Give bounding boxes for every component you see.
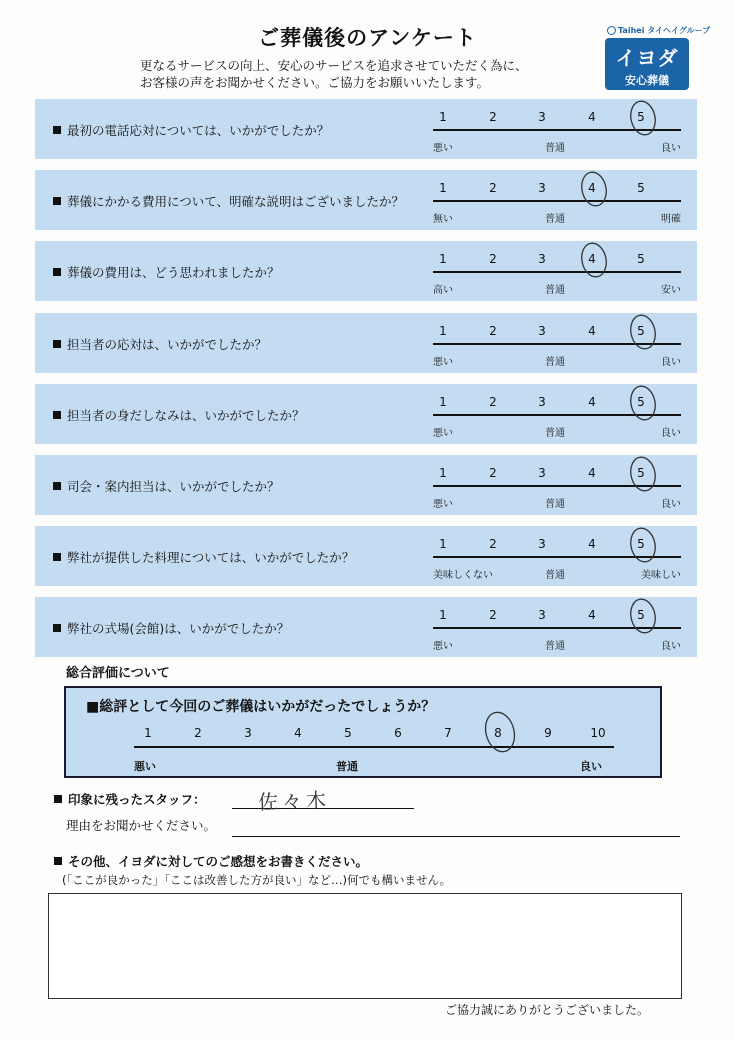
thanks-message: ご協力誠にありがとうございました。 (445, 1003, 650, 1017)
scale-option-1[interactable]: 1 (439, 395, 447, 409)
scale-label-mid: 普通 (545, 499, 565, 510)
scale-option-4[interactable]: 4 (588, 537, 596, 551)
question-row (35, 455, 697, 515)
scale-option-1[interactable]: 1 (439, 252, 447, 266)
scale-label-mid: 普通 (545, 570, 565, 581)
question-row (35, 526, 697, 586)
overall-label-right: 良い (580, 760, 602, 773)
scale-label-left: 悪い (433, 357, 453, 368)
intro-line-2: お客様の声をお聞かせください。ご協力をお願いいたします。 (140, 75, 490, 90)
staff-label-text: 印象に残ったスタッフ： (68, 792, 206, 807)
overall-option-7[interactable]: 7 (444, 726, 452, 740)
staff-label (54, 790, 206, 808)
scale-option-2[interactable]: 2 (489, 466, 497, 480)
scale-label-right: 良い (661, 641, 681, 652)
overall-option-2[interactable]: 2 (194, 726, 202, 740)
brand-tagline: 安心葬儀 (625, 74, 669, 87)
overall-answer-circle (481, 709, 518, 755)
comments-textarea[interactable] (48, 893, 682, 999)
scale-label-right: 良い (661, 357, 681, 368)
scale-option-5[interactable]: 5 (637, 537, 645, 551)
intro-line-1: 更なるサービスの向上、安心のサービスを追求させていただく為に、 (140, 58, 528, 73)
scale-label-mid: 普通 (545, 143, 565, 154)
question-label: 担当者の身だしなみは、いかがでしたか？ (67, 408, 305, 423)
question-row (35, 241, 697, 301)
scale-option-2[interactable]: 2 (489, 252, 497, 266)
answer-mark (35, 455, 697, 515)
scale-label-mid: 普通 (545, 357, 565, 368)
answer-circle (628, 526, 659, 564)
scale-option-1[interactable]: 1 (439, 181, 447, 195)
question-row (35, 313, 697, 373)
question-label: 最初の電話応対については、いかがでしたか？ (67, 123, 330, 138)
scale-label-right: 安い (661, 285, 681, 296)
scale-label-left: 美味しくない (433, 570, 493, 581)
scale-option-5[interactable]: 5 (637, 181, 645, 195)
answer-circle (628, 455, 659, 493)
comments-hint: (「ここが良かった」「ここは改善した方が良い」など…)何でも構いません。 (62, 873, 452, 887)
scale-label-mid: 普通 (545, 641, 565, 652)
intro-text (140, 57, 528, 91)
question-label: 葬儀の費用は、どう思われましたか？ (67, 265, 280, 280)
answer-mark (35, 241, 697, 301)
reason-label: 理由をお聞かせください。 (66, 818, 217, 833)
brand-group-label (607, 25, 710, 36)
scale-label-left: 無い (433, 214, 453, 225)
answer-circle (628, 99, 659, 137)
answer-mark (35, 526, 697, 586)
scale-option-1[interactable]: 1 (439, 537, 447, 551)
bullet-square-icon (54, 795, 62, 803)
scale-option-1[interactable]: 1 (439, 466, 447, 480)
scale-option-4[interactable]: 4 (588, 252, 596, 266)
scale-option-3[interactable]: 3 (538, 537, 546, 551)
question-label: 葬儀にかかる費用について、明確な説明はございましたか？ (67, 194, 405, 209)
overall-option-5[interactable]: 5 (344, 726, 352, 740)
scale-option-3[interactable]: 3 (538, 252, 546, 266)
scale-option-3[interactable]: 3 (538, 324, 546, 338)
overall-option-9[interactable]: 9 (544, 726, 552, 740)
scale-option-4[interactable]: 4 (588, 181, 596, 195)
scale-option-3[interactable]: 3 (538, 608, 546, 622)
brand-group-text: Taihei タイヘイグループ (618, 26, 711, 35)
scale-option-1[interactable]: 1 (439, 110, 447, 124)
reason-field[interactable] (232, 836, 680, 837)
taihei-logo-icon (607, 26, 616, 35)
overall-label-mid: 普通 (336, 760, 358, 773)
scale-label-mid: 普通 (545, 285, 565, 296)
scale-option-1[interactable]: 1 (439, 324, 447, 338)
answer-mark (35, 597, 697, 657)
bullet-square-icon (54, 857, 62, 865)
question-label: 司会・案内担当は、いかがでしたか？ (67, 479, 280, 494)
question-row (35, 99, 697, 159)
question-row (35, 384, 697, 444)
scale-option-2[interactable]: 2 (489, 324, 497, 338)
answer-circle (579, 241, 610, 279)
overall-option-4[interactable]: 4 (294, 726, 302, 740)
scale-label-mid: 普通 (545, 214, 565, 225)
answer-mark (35, 313, 697, 373)
scale-option-5[interactable]: 5 (637, 110, 645, 124)
question-label: 弊社の式場(会館)は、いかがでしたか？ (67, 621, 290, 636)
brand-logo (605, 38, 689, 90)
scale-option-2[interactable]: 2 (489, 537, 497, 551)
scale-option-5[interactable]: 5 (637, 252, 645, 266)
answer-circle (628, 597, 659, 635)
comments-label (54, 852, 368, 870)
answer-mark (35, 384, 697, 444)
page-title: ご葬儀後のアンケート (258, 26, 477, 50)
scale-option-3[interactable]: 3 (538, 181, 546, 195)
answer-mark (35, 170, 697, 230)
scale-label-left: 悪い (433, 143, 453, 154)
overall-option-8[interactable]: 8 (494, 726, 502, 740)
scale-option-1[interactable]: 1 (439, 608, 447, 622)
scale-option-3[interactable]: 3 (538, 395, 546, 409)
scale-label-left: 高い (433, 285, 453, 296)
scale-option-5[interactable]: 5 (637, 466, 645, 480)
scale-option-3[interactable]: 3 (538, 466, 546, 480)
scale-label-left: 悪い (433, 428, 453, 439)
comments-label-text: その他、イヨダに対してのご感想をお書きください。 (68, 854, 369, 869)
scale-option-4[interactable]: 4 (588, 324, 596, 338)
scale-label-right: 良い (661, 428, 681, 439)
scale-option-4[interactable]: 4 (588, 608, 596, 622)
overall-section-title: 総合評価について (66, 666, 170, 681)
question-label: 弊社が提供した料理については、いかがでしたか？ (67, 550, 355, 565)
overall-option-3[interactable]: 3 (244, 726, 252, 740)
scale-option-2[interactable]: 2 (489, 608, 497, 622)
overall-option-1[interactable]: 1 (144, 726, 152, 740)
question-label: 担当者の応対は、いかがでしたか？ (67, 337, 268, 352)
scale-option-4[interactable]: 4 (588, 466, 596, 480)
scale-option-4[interactable]: 4 (588, 395, 596, 409)
answer-circle (628, 313, 659, 351)
overall-rating-box (64, 686, 662, 778)
question-row (35, 170, 697, 230)
overall-question: ■総評として今回のご葬儀はいかがだったでしょうか？ (86, 699, 436, 715)
staff-name-field[interactable]: 佐々木 (257, 787, 331, 815)
scale-option-5[interactable]: 5 (637, 324, 645, 338)
scale-option-5[interactable]: 5 (637, 608, 645, 622)
scale-option-4[interactable]: 4 (588, 110, 596, 124)
scale-option-2[interactable]: 2 (489, 110, 497, 124)
scale-label-left: 悪い (433, 499, 453, 510)
scale-label-right: 美味しい (641, 570, 681, 581)
scale-option-2[interactable]: 2 (489, 395, 497, 409)
scale-option-3[interactable]: 3 (538, 110, 546, 124)
scale-label-right: 良い (661, 143, 681, 154)
answer-circle (628, 384, 659, 422)
scale-label-left: 悪い (433, 641, 453, 652)
brand-name: イヨダ (615, 46, 679, 70)
overall-option-6[interactable]: 6 (394, 726, 402, 740)
answer-mark (35, 99, 697, 159)
scale-option-2[interactable]: 2 (489, 181, 497, 195)
scale-option-5[interactable]: 5 (637, 395, 645, 409)
scale-label-right: 良い (661, 499, 681, 510)
scale-label-mid: 普通 (545, 428, 565, 439)
scale-label-right: 明確 (661, 214, 681, 225)
answer-circle (579, 170, 610, 208)
overall-option-10[interactable]: 10 (590, 726, 606, 740)
overall-label-left: 悪い (134, 760, 156, 773)
question-row (35, 597, 697, 657)
overall-answer-mark (66, 688, 664, 780)
